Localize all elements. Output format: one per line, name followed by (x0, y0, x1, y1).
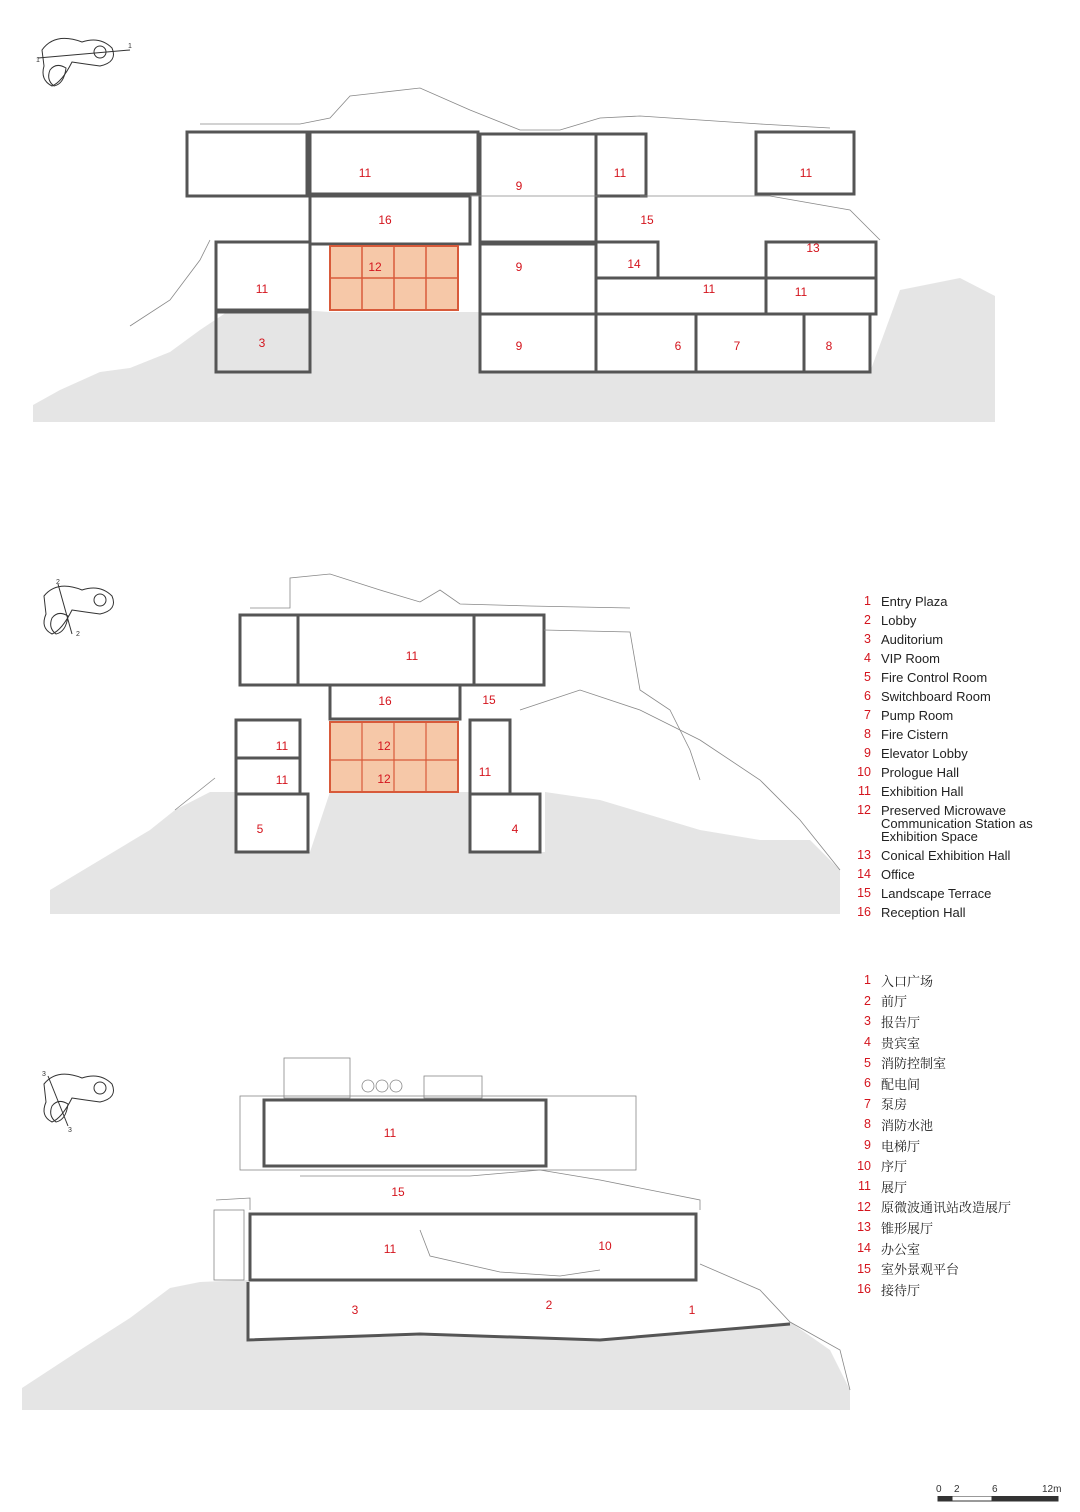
legend-item (857, 649, 1061, 668)
legend-item (857, 1155, 1011, 1176)
room-label: 13 (806, 241, 820, 256)
room-label: 5 (256, 822, 264, 837)
legend-number: 1 (864, 594, 871, 608)
legend-item (857, 1114, 1011, 1135)
legend-number: 13 (857, 1220, 871, 1235)
legend-number: 4 (864, 651, 871, 665)
room-label: 4 (511, 822, 519, 837)
legend-item (857, 611, 1061, 630)
legend-text: 原微波通讯站改造展厅 (881, 1201, 1012, 1217)
legend-text: 室外景观平台 (881, 1263, 960, 1279)
legend-number: 12 (857, 1199, 871, 1214)
legend-text: Pump Room (881, 708, 954, 723)
legend-number: 16 (857, 905, 871, 919)
room-label: 3 (351, 1303, 359, 1318)
legend-item (857, 1011, 1011, 1032)
legend-text: 前厅 (881, 995, 908, 1011)
legend-text: Preserved Microwave Communication Station as Exhibition Space (881, 803, 1033, 844)
ground-mass (22, 1280, 850, 1410)
legend-item (857, 1032, 1011, 1053)
legend-item (857, 744, 1061, 763)
room-label: 3 (258, 336, 266, 351)
legend-number: 11 (858, 784, 871, 798)
legend-item (857, 1238, 1011, 1259)
legend-item (857, 1052, 1011, 1073)
room-label: 11 (799, 166, 813, 181)
room-label: 6 (674, 339, 682, 354)
room-label: 11 (383, 1242, 397, 1257)
key-plan-mark: 2 (76, 631, 80, 638)
legend-item (857, 725, 1061, 744)
legend-number: 8 (864, 1117, 871, 1132)
legend-text: Entry Plaza (881, 594, 948, 609)
legend-text: 展厅 (881, 1180, 908, 1196)
room-label: 8 (825, 339, 833, 354)
legend-item (857, 630, 1061, 649)
legend-item (857, 1073, 1011, 1094)
legend-item (857, 846, 1061, 865)
legend-number: 6 (864, 1076, 871, 1091)
legend-item (857, 1176, 1011, 1197)
legend-item (857, 1258, 1011, 1279)
legend-number: 14 (857, 1241, 871, 1256)
legend-number: 15 (857, 1261, 871, 1276)
legend-number: 7 (864, 708, 871, 722)
legend-number: 9 (864, 1138, 871, 1153)
legend-number: 15 (857, 886, 871, 900)
room-label: 11 (275, 739, 289, 754)
ground-mass (50, 792, 840, 914)
room-label: 9 (515, 260, 523, 275)
section-1-drawing (0, 0, 1080, 440)
scale-tick: 0 (936, 1484, 942, 1495)
legend-text: 消防水池 (881, 1118, 934, 1134)
scale-tick: 6 (992, 1484, 998, 1495)
key-plan-mark: 2 (56, 579, 60, 586)
room-label: 1 (688, 1303, 696, 1318)
legend-item (857, 782, 1061, 801)
legend-text: 泵房 (881, 1098, 908, 1114)
key-plan-1 (38, 38, 130, 86)
room-label: 12 (368, 260, 382, 275)
legend-item (857, 970, 1011, 991)
room-label: 11 (478, 765, 492, 780)
legend-number: 3 (864, 1014, 871, 1029)
room-label: 10 (598, 1239, 612, 1254)
legend-text: 报告厅 (881, 1015, 921, 1031)
room-label: 11 (405, 649, 419, 664)
legend-text: Reception Hall (881, 905, 966, 920)
legend-text: 消防控制室 (881, 1057, 947, 1073)
legend-item (857, 1197, 1011, 1218)
roof-lines (175, 574, 840, 870)
legend-number: 2 (864, 613, 871, 627)
legend-item (857, 865, 1061, 884)
legend-text: 办公室 (881, 1242, 921, 1258)
room-label: 9 (515, 179, 523, 194)
legend-text: Auditorium (881, 632, 944, 647)
legend-item (857, 592, 1061, 611)
legend-number: 5 (864, 1055, 871, 1070)
legend-item (857, 1135, 1011, 1156)
room-label: 16 (378, 213, 392, 228)
legend-number: 6 (864, 689, 871, 703)
building-walls (248, 1100, 790, 1340)
room-label: 9 (515, 339, 523, 354)
legend-number: 7 (864, 1096, 871, 1111)
room-label: 11 (358, 166, 372, 181)
legend-text: Lobby (881, 613, 917, 628)
room-label: 11 (275, 773, 289, 788)
legend-number: 2 (864, 993, 871, 1008)
legend-number: 9 (864, 746, 871, 760)
room-label: 7 (733, 339, 741, 354)
legend-text: 锥形展厅 (881, 1221, 934, 1237)
room-label: 15 (640, 213, 654, 228)
legend-number: 5 (864, 670, 871, 684)
legend-number: 3 (864, 632, 871, 646)
room-label: 14 (627, 257, 641, 272)
legend-number: 10 (857, 765, 871, 779)
legend-text: Prologue Hall (881, 765, 960, 780)
room-label: 12 (377, 772, 391, 787)
legend-text: 序厅 (881, 1160, 908, 1176)
room-label: 16 (378, 694, 392, 709)
scale-bar (930, 1484, 1070, 1512)
legend-text: Elevator Lobby (881, 746, 968, 761)
legend-text: Office (881, 867, 915, 882)
legend-chinese (857, 970, 1011, 1300)
legend-item (857, 687, 1061, 706)
legend-text: Fire Cistern (881, 727, 949, 742)
legend-number: 4 (864, 1035, 871, 1050)
legend-number: 12 (857, 803, 871, 817)
ground-mass (33, 278, 995, 422)
legend-item (857, 884, 1061, 903)
legend-text: 接待厅 (881, 1283, 921, 1299)
legend-number: 1 (864, 973, 871, 988)
legend-text: 配电间 (881, 1077, 921, 1093)
legend-item (857, 801, 1061, 846)
legend-text: Conical Exhibition Hall (881, 848, 1011, 863)
legend-text: VIP Room (881, 651, 941, 666)
scale-tick: 12m (1042, 1484, 1062, 1495)
scale-tick: 2 (954, 1484, 960, 1495)
legend-item (857, 991, 1011, 1012)
legend-item (857, 706, 1061, 725)
key-plan-3 (44, 1074, 114, 1126)
legend-english (857, 592, 1061, 922)
legend-text: Exhibition Hall (881, 784, 964, 799)
key-plan-mark: 1 (128, 43, 132, 50)
room-label: 11 (794, 285, 808, 300)
legend-number: 11 (858, 1179, 871, 1194)
legend-text: Fire Control Room (881, 670, 988, 685)
key-plan-mark: 3 (68, 1127, 72, 1134)
legend-item (857, 1217, 1011, 1238)
room-label: 11 (613, 166, 627, 181)
legend-number: 16 (857, 1282, 871, 1297)
room-label: 11 (383, 1126, 397, 1141)
room-label: 12 (377, 739, 391, 754)
legend-item (857, 903, 1061, 922)
legend-number: 8 (864, 727, 871, 741)
legend-number: 14 (857, 867, 871, 881)
room-label: 2 (545, 1298, 553, 1313)
room-label: 15 (482, 693, 496, 708)
legend-item (857, 1094, 1011, 1115)
legend-number: 10 (857, 1158, 871, 1173)
room-label: 15 (391, 1185, 405, 1200)
legend-text: 贵宾室 (881, 1036, 921, 1052)
room-label: 11 (255, 282, 269, 297)
legend-text: Switchboard Room (881, 689, 991, 704)
key-plan-2 (44, 584, 114, 634)
legend-item (857, 1279, 1011, 1300)
key-plan-mark: 3 (42, 1071, 46, 1078)
legend-text: Landscape Terrace (881, 886, 992, 901)
legend-item (857, 763, 1061, 782)
legend-number: 13 (857, 848, 871, 862)
room-label: 11 (702, 282, 716, 297)
key-plan-mark: 1 (36, 57, 40, 64)
legend-text: 入口广场 (881, 974, 934, 990)
legend-item (857, 668, 1061, 687)
legend-text: 电梯厅 (881, 1139, 921, 1155)
